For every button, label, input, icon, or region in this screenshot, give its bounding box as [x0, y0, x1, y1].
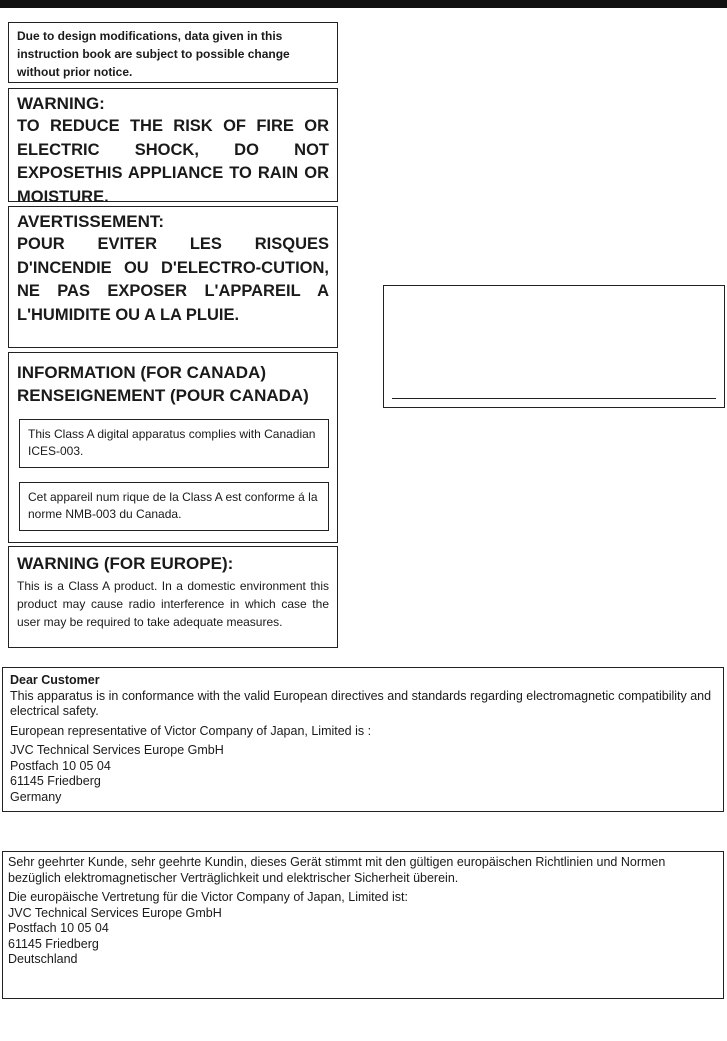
address-line: Postfach 10 05 04	[10, 758, 111, 773]
warning-french-heading: AVERTISSEMENT:	[17, 212, 165, 231]
ices-statement: This Class A digital apparatus complies with Canadian ICES-003.	[28, 427, 316, 458]
canada-heading-english: INFORMATION (FOR CANADA)	[17, 363, 266, 382]
address-line: Deutschland	[8, 952, 78, 966]
ices-statement-box	[19, 419, 329, 468]
warning-europe-body: This is a Class A product. In a domestic environment this product may cause radio interference in which case the user may be required to take adequate measures.	[17, 579, 329, 629]
warning-english-body: TO REDUCE THE RISK OF FIRE OR ELECTRIC SHOCK, DO NOT EXPOSETHIS APPLIANCE TO RAIN OR MOISTURE.	[17, 117, 329, 206]
warning-europe-heading: WARNING (FOR EUROPE):	[17, 554, 234, 573]
warning-europe-box	[8, 546, 338, 648]
design-change-notice	[8, 22, 338, 83]
dear-customer-representative: European representative of Victor Company of Japan, Limited is :	[10, 723, 372, 738]
warning-english-box	[8, 88, 338, 206]
blank-label-box	[383, 285, 725, 408]
nmb-statement-box	[19, 482, 329, 531]
german-customer-box	[2, 851, 724, 999]
address-line: JVC Technical Services Europe GmbH	[8, 905, 222, 920]
address-line: Postfach 10 05 04	[8, 921, 109, 935]
canada-heading-french: RENSEIGNEMENT (POUR CANADA)	[17, 386, 309, 405]
warning-french-box	[8, 206, 338, 348]
canada-information-box	[8, 352, 338, 543]
german-representative: Die europäische Vertretung für die Victor Company of Japan, Limited ist:	[8, 890, 408, 904]
dear-customer-heading: Dear Customer	[10, 673, 100, 687]
address-line: 61145 Friedberg	[8, 936, 99, 951]
address-line: 61145 Friedberg	[10, 774, 101, 788]
address-line: Germany	[10, 789, 62, 804]
warning-english-heading: WARNING:	[17, 94, 105, 113]
signature-line	[392, 398, 716, 399]
notice-text: Due to design modifications, data given in this instruction book are subject to possible change without prior notice.	[17, 29, 290, 79]
top-rule	[0, 0, 727, 8]
address-line: JVC Technical Services Europe GmbH	[10, 743, 224, 757]
dear-customer-box	[2, 667, 724, 812]
dear-customer-conformance: This apparatus is in conformance with the valid European directives and standards regarding electromagnetic compatibility and electrical safety.	[10, 688, 712, 718]
german-conformance: Sehr geehrter Kunde, sehr geehrte Kundin, dieses Gerät stimmt mit den gültigen europäischen Richtlinien und Normen bezüglich elektromagnetischer Verträglichkeit und elektrischer Sicherheit überein.	[8, 855, 666, 885]
nmb-statement: Cet appareil num rique de la Class A est conforme á la norme NMB-003 du Canada.	[28, 490, 318, 521]
warning-french-body: POUR EVITER LES RISQUES D'INCENDIE OU D'ELECTRO-CUTION, NE PAS EXPOSER L'APPAREIL A L'HUMIDITE OU A LA PLUIE.	[17, 235, 329, 324]
